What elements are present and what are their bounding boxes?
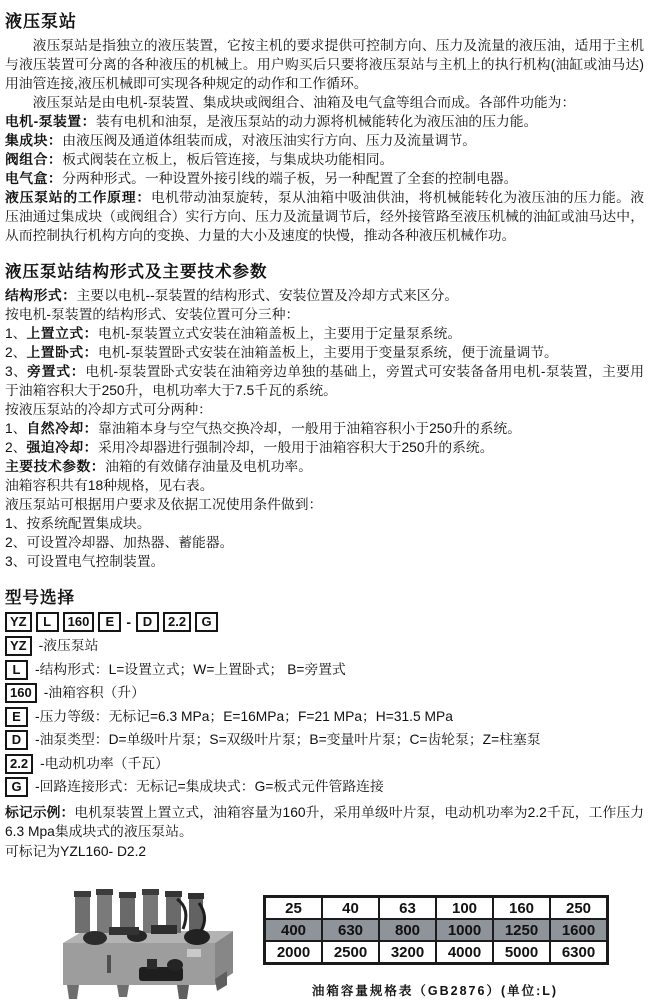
page-title: 液压泵站 bbox=[5, 12, 77, 31]
table-cell: 160 bbox=[493, 897, 550, 920]
spec-line-term: 旁置式： bbox=[27, 364, 86, 379]
spec-line-number: 2、 bbox=[5, 535, 27, 550]
legend-description: -电动机功率（千瓦） bbox=[40, 755, 169, 771]
model-code-left bbox=[5, 612, 121, 632]
spec-line-text: 电机-泵装置立式安装在油箱盖板上，主要用于定量泵系统。 bbox=[97, 326, 462, 341]
component-name: 阀组合： bbox=[5, 152, 63, 167]
capacity-table-body bbox=[265, 897, 608, 964]
spec-line-text: 采用冷却器进行强制冷却，一般用于油箱容积大于250升的系统。 bbox=[97, 440, 494, 455]
legend-code-box: D bbox=[5, 730, 28, 750]
section-heading-structure: 液压泵站结构形式及主要技术参数 bbox=[5, 263, 268, 281]
legend-row bbox=[5, 777, 644, 797]
spec-line-number: 1、 bbox=[5, 516, 27, 531]
component-line bbox=[5, 188, 644, 245]
spec-line-text: 按系统配置集成块。 bbox=[26, 516, 151, 531]
spec-line-text: 主要以电机--泵装置的结构形式、安装位置及冷却方式来区分。 bbox=[76, 288, 459, 303]
spec-line-text: 靠油箱本身与空气热交换冷却，一般用于油箱容积小于250升的系统。 bbox=[97, 421, 522, 436]
bottom-region bbox=[5, 883, 644, 1008]
table-cell: 2000 bbox=[265, 941, 323, 964]
table-cell: 3200 bbox=[379, 941, 436, 964]
spec-line-term: 强迫冷却： bbox=[26, 440, 98, 455]
spec-line bbox=[5, 286, 644, 305]
section-heading-model: 型号选择 bbox=[5, 589, 75, 607]
spec-line-text: 可设置冷却器、加热器、蓄能器。 bbox=[26, 535, 234, 550]
legend-description: -液压泵站 bbox=[38, 638, 99, 653]
table-caption: 油箱容量规格表（GB2876）(单位:L) bbox=[311, 984, 559, 998]
model-code-box: 160 bbox=[63, 612, 95, 632]
legend-row bbox=[5, 730, 644, 750]
table-cell: 4000 bbox=[436, 941, 493, 964]
table-row bbox=[265, 919, 608, 941]
spec-line-text: 油箱容积共有18种规格，见右表。 bbox=[5, 478, 214, 493]
legend-row bbox=[5, 683, 644, 703]
spec-line-term: 上置立式： bbox=[26, 326, 98, 341]
spec-line-number: 2、 bbox=[5, 440, 27, 455]
spec-line bbox=[5, 305, 644, 324]
spec-line bbox=[5, 343, 644, 362]
component-line bbox=[5, 112, 644, 131]
model-code-box: 2.2 bbox=[163, 612, 191, 632]
legend-description: -压力等级：无标记=6.3 MPa；E=16MPa；F=21 MPa；H=31.5 MPa bbox=[35, 708, 453, 724]
legend-row bbox=[5, 660, 644, 680]
legend-row bbox=[5, 636, 644, 656]
legend-description: -油泵类型：D=单级叶片泵；S=双级叶片泵；B=变量叶片泵；C=齿轮泵；Z=柱塞泵 bbox=[35, 732, 541, 747]
capacity-table bbox=[263, 895, 609, 965]
spec-line bbox=[5, 438, 644, 457]
component-description: 板式阀装在立板上，板后管连接，与集成块功能相同。 bbox=[62, 152, 394, 167]
table-cell: 25 bbox=[265, 897, 323, 920]
marking-result: 可标记为YZL160- D2.2 bbox=[5, 844, 147, 859]
table-cell: 100 bbox=[436, 897, 493, 920]
pump-station-photo bbox=[47, 883, 247, 1003]
table-cell: 1250 bbox=[493, 919, 550, 941]
component-description: 分两种形式。一种设置外接引线的端子板，另一种配置了全套的控制电器。 bbox=[62, 171, 518, 186]
spec-line bbox=[5, 324, 644, 343]
model-code-box: YZ bbox=[5, 612, 32, 632]
table-row bbox=[265, 897, 608, 920]
table-cell: 2500 bbox=[322, 941, 379, 964]
component-name: 电气盒： bbox=[5, 171, 63, 186]
intro-paragraph-2: 液压泵站是由电机-泵装置、集成块或阀组合、油箱及电气盒等组合而成。各部件功能为： bbox=[32, 95, 576, 110]
spec-line-text: 电机-泵装置卧式安装在油箱旁边单独的基础上，旁置式可安装备备用电机-泵装置，主要用于油箱容积大于250升，电机功率大于7.5千瓦的系统。 bbox=[5, 364, 644, 398]
component-line bbox=[5, 131, 644, 150]
spec-line bbox=[5, 476, 644, 495]
component-name: 电机-泵装置： bbox=[5, 114, 96, 129]
model-code-right bbox=[136, 612, 218, 632]
spec-line bbox=[5, 362, 644, 400]
table-cell: 63 bbox=[379, 897, 436, 920]
component-line bbox=[5, 150, 644, 169]
spec-line bbox=[5, 552, 644, 571]
spec-line-text: 油箱的有效储存油量及电机功率。 bbox=[105, 459, 313, 474]
spec-line-text: 按液压泵站的冷却方式可分两种： bbox=[5, 402, 212, 417]
spec-line bbox=[5, 533, 644, 552]
spec-line-text: 按电机-泵装置的结构形式、安装位置可分三种： bbox=[5, 307, 300, 322]
table-cell: 400 bbox=[265, 919, 323, 941]
component-name: 液压泵站的工作原理： bbox=[5, 190, 151, 205]
table-cell: 40 bbox=[322, 897, 379, 920]
legend-code-box: G bbox=[5, 777, 28, 797]
spec-line-number: 3、 bbox=[5, 554, 27, 569]
component-function-list bbox=[5, 112, 644, 245]
spec-line bbox=[5, 495, 644, 514]
model-code bbox=[5, 612, 644, 632]
legend-code-box: YZ bbox=[5, 636, 32, 656]
model-code-box: L bbox=[36, 612, 59, 632]
spec-line-text: 电机-泵装置卧式安装在油箱盖板上，主要用于变量泵系统，便于流量调节。 bbox=[97, 345, 558, 360]
table-cell: 5000 bbox=[493, 941, 550, 964]
legend-description: -结构形式：L=设置立式；W=上置卧式； B=旁置式 bbox=[35, 661, 346, 677]
spec-line-term: 结构形式： bbox=[5, 288, 77, 303]
model-legend bbox=[5, 636, 644, 797]
photo-block bbox=[5, 883, 255, 1008]
model-code-box: E bbox=[98, 612, 121, 632]
component-name: 集成块： bbox=[5, 133, 63, 148]
legend-code-box: 2.2 bbox=[5, 754, 33, 774]
model-code-box: G bbox=[195, 612, 218, 632]
component-description: 电机带动油泵旋转，泵从油箱中吸油供油，将机械能转化为液压油的压力能。液压油通过集成块（或阀组合）实行方向、压力及流量调节后，经外接管路至液压机械的油缸或油马达中，从而控制执行机构方向的变换、力量的大小及速度的快慢，推动各种液压机械作功。 bbox=[5, 190, 645, 243]
spec-line-text: 可设置电气控制装置。 bbox=[26, 554, 165, 569]
spec-lines bbox=[5, 286, 644, 571]
capacity-table-block bbox=[255, 883, 644, 999]
spec-line-term: 主要技术参数： bbox=[5, 459, 106, 474]
spec-line-term: 自然冷却： bbox=[26, 421, 98, 436]
legend-code-box: L bbox=[5, 660, 28, 680]
spec-line bbox=[5, 457, 644, 476]
table-cell: 6300 bbox=[550, 941, 608, 964]
component-description: 由液压阀及通道体组装而成，对液压油实行方向、压力及流量调节。 bbox=[62, 133, 477, 148]
component-line bbox=[5, 169, 644, 188]
model-code-box: D bbox=[136, 612, 159, 632]
legend-code-box: 160 bbox=[5, 683, 37, 703]
spec-line-number: 3、 bbox=[5, 364, 28, 379]
table-cell: 1000 bbox=[436, 919, 493, 941]
model-code-separator: - bbox=[126, 614, 131, 630]
table-cell: 250 bbox=[550, 897, 608, 920]
marking-example-text: 电机泵装置上置立式，油箱容量为160升，采用单级叶片泵，电动机功率为2.2千瓦，工作压力6.3 Mpa集成块式的液压泵站。 bbox=[5, 805, 644, 839]
spec-line bbox=[5, 514, 644, 533]
spec-line-number: 1、 bbox=[5, 326, 27, 341]
spec-line bbox=[5, 400, 644, 419]
marking-example-lead: 标记示例： bbox=[5, 805, 75, 820]
legend-code-box: E bbox=[5, 707, 28, 727]
legend-description: -油箱容积（升） bbox=[43, 685, 145, 700]
marking-example bbox=[5, 803, 644, 841]
legend-description: -回路连接形式：无标记=集成块式：G=板式元件管路连接 bbox=[35, 779, 384, 794]
legend-row bbox=[5, 707, 644, 727]
spec-line-text: 液压泵站可根据用户要求及依据工况使用条件做到： bbox=[5, 497, 323, 512]
table-cell: 800 bbox=[379, 919, 436, 941]
spec-line-term: 上置卧式： bbox=[26, 345, 98, 360]
table-row bbox=[265, 941, 608, 964]
component-description: 装有电机和油泵，是液压泵站的动力源将机械能转化为液压油的压力能。 bbox=[95, 114, 538, 129]
spec-line-number: 2、 bbox=[5, 345, 27, 360]
legend-row bbox=[5, 754, 644, 774]
table-cell: 1600 bbox=[550, 919, 608, 941]
table-cell: 630 bbox=[322, 919, 379, 941]
spec-line-number: 1、 bbox=[5, 421, 27, 436]
intro-paragraph-1: 液压泵站是指独立的液压装置，它按主机的要求提供可控制方向、压力及流量的液压油，适用于主机与液压装置可分离的各种液压的机械上。用户购买后只要将液压泵站与主机上的执行机构(油缸或油马达)用油管连接,液压机械即可实现各种规定的动作和工作循环。 bbox=[5, 38, 644, 91]
spec-line bbox=[5, 419, 644, 438]
